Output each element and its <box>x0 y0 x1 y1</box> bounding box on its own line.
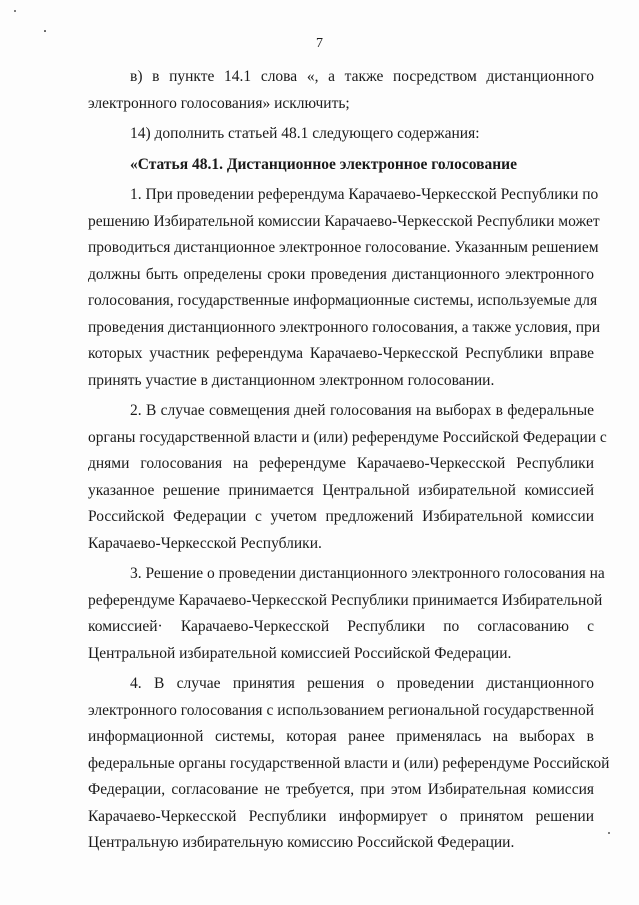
page-number: 7 <box>316 36 323 51</box>
document-body <box>88 64 610 857</box>
scan-speck <box>608 832 610 834</box>
text-line: проводиться дистанционное электронное голосование. Указанным решением <box>88 239 599 256</box>
paragraph-p6 <box>88 561 605 667</box>
text-line: 14) дополнить статьей 48.1 следующего содержания: <box>130 125 480 142</box>
text-line: 3. Решение о проведении дистанционного электронного голосования на <box>130 565 605 582</box>
paragraph-p7 <box>88 671 610 857</box>
text-line: 1. При проведении референдума Карачаево-Черкесской Республики по <box>130 186 599 203</box>
text-line: Карачаево-Черкесской Республики информирует о принятом решении <box>88 807 594 825</box>
paragraph-p5 <box>88 398 607 557</box>
text-line: Федерации, согласование не требуется, при этом Избирательная комиссия <box>88 781 594 798</box>
text-line: в) в пункте 14.1 слова «, а также посредством дистанционного <box>130 68 594 85</box>
paragraph-p1 <box>88 64 594 117</box>
text-line: указанное решение принимается Центральной избирательной комиссией <box>88 481 594 499</box>
paragraph-p4 <box>88 182 601 394</box>
scan-speck <box>44 30 46 32</box>
text-line: органы государственной власти и (или) референдуме Российской Федерации с <box>88 428 607 446</box>
text-line: проведения дистанционного электронного голосования, а также условия, при <box>88 318 601 336</box>
text-line: решению Избирательной комиссии Карачаево-Черкесской Республики может <box>88 212 600 230</box>
text-line: «Статья 48.1. Дистанционное электронное голосование <box>130 155 517 173</box>
text-line: Центральную избирательную комиссию Российской Федерации. <box>88 834 515 851</box>
text-line: информационной системы, которая ранее применялась на выборах в <box>88 728 594 745</box>
scan-speck <box>14 10 16 12</box>
text-line: Российской Федерации с учетом предложений Избирательной комиссии <box>88 508 594 525</box>
text-line: которых участник референдума Карачаево-Черкесской Республики вправе <box>88 345 594 362</box>
paragraph-p3 <box>88 152 594 179</box>
text-line: голосования, государственные информационные системы, используемые для <box>88 292 598 309</box>
text-line: федеральные органы государственной власти и (или) референдуме Российской <box>88 754 610 772</box>
text-line: электронного голосования» исключить; <box>88 94 350 112</box>
text-line: 2. В случае совмещения дней голосования на выборах в федеральные <box>130 402 594 419</box>
text-line: референдуме Карачаево-Черкесской Республики принимается Избирательной <box>88 591 603 609</box>
text-line: Карачаево-Черкесской Республики. <box>88 534 322 552</box>
text-line: электронного голосования с использованием региональной государственной <box>88 701 594 719</box>
paragraph-p2 <box>88 121 594 148</box>
text-line: 4. В случае принятия решения о проведении дистанционного <box>130 675 594 692</box>
text-line: комиссией· Карачаево-Черкесской Республики по согласованию с <box>88 618 594 635</box>
text-line: принять участие в дистанционном электронном голосовании. <box>88 371 495 389</box>
text-line: Центральной избирательной комиссией Российской Федерации. <box>88 644 512 662</box>
text-line: должны быть определены сроки проведения дистанционного электронного <box>88 265 594 283</box>
text-line: днями голосования на референдуме Карачаево-Черкесской Республики <box>88 455 594 472</box>
